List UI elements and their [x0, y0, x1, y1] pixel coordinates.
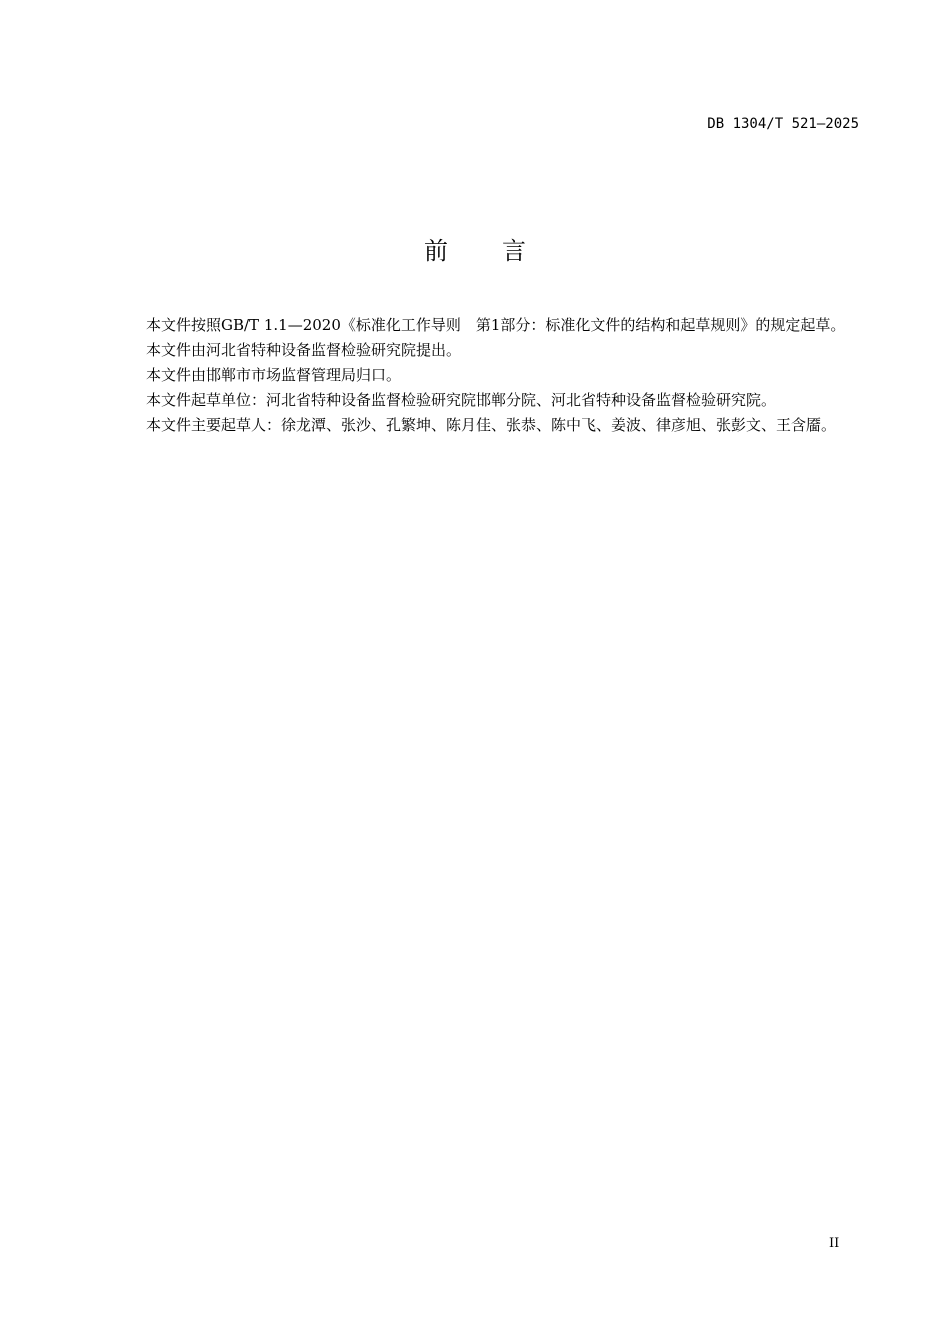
paragraph-drafting-rule: 本文件按照GB/T 1.1—2020《标准化工作导则 第1部分：标准化文件的结构和起草规则》的规定起草。 — [146, 316, 846, 334]
paragraph-administrator: 本文件由邯郸市市场监督管理局归口。 — [146, 366, 402, 384]
paragraph-proposer: 本文件由河北省特种设备监督检验研究院提出。 — [146, 341, 462, 359]
document-code: DB 1304/T 521—2025 — [707, 116, 859, 132]
page-title: 前言 — [424, 237, 580, 265]
paragraph-drafters: 本文件主要起草人：徐龙潭、张沙、孔繁坤、陈月佳、张恭、陈中飞、姜波、律彦旭、张彭文、王含靥。 — [146, 416, 837, 434]
paragraph-drafting-units: 本文件起草单位：河北省特种设备监督检验研究院邯郸分院、河北省特种设备监督检验研究院。 — [146, 391, 777, 409]
foreword-body — [114, 313, 860, 438]
page-number: II — [829, 1236, 840, 1251]
